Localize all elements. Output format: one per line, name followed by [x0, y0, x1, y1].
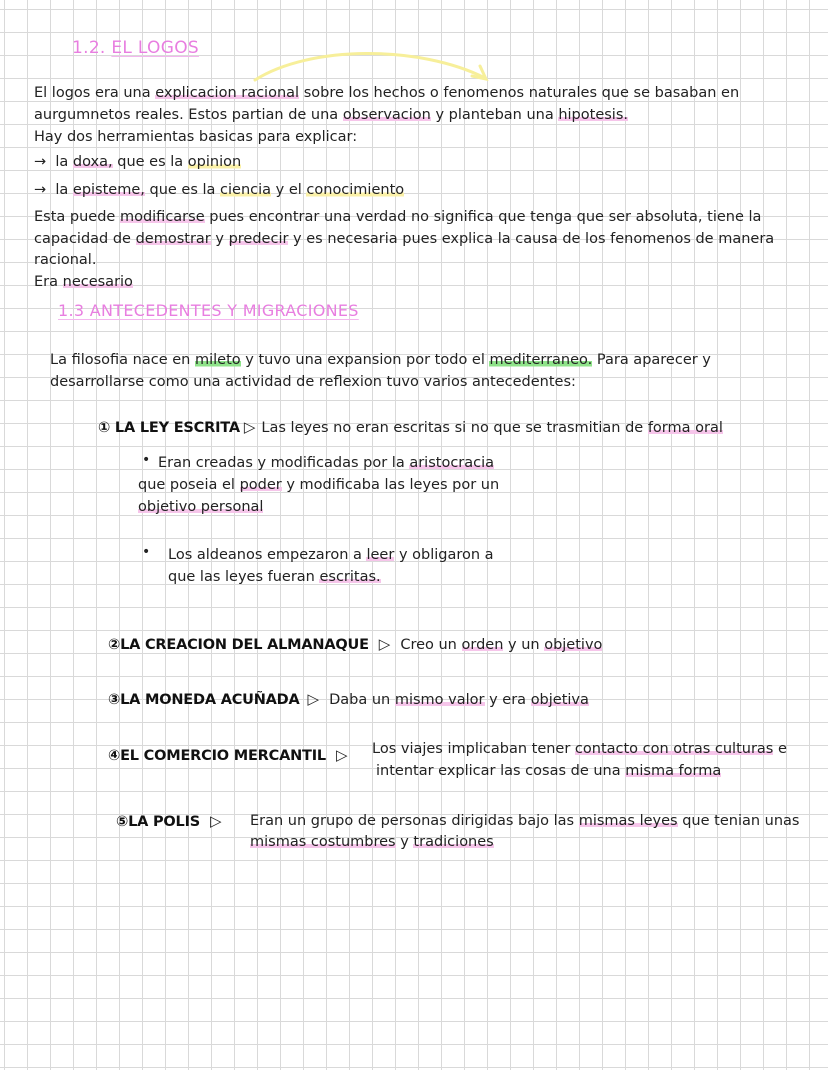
highlighted-text: doxa, — [72, 154, 113, 170]
text-fragment: y tuvo una expansion por todo el — [245, 352, 485, 368]
item-ley-escrita — [98, 416, 723, 439]
text-fragment: y un — [508, 637, 540, 653]
highlighted-text: misma forma — [625, 763, 722, 779]
text-fragment: que es la — [149, 182, 216, 198]
bullet-icon: • — [142, 452, 151, 468]
highlighted-text: hipotesis. — [558, 107, 628, 123]
item-1-sub-1-line-1 — [158, 452, 494, 474]
highlighted-text: tradiciones — [413, 834, 494, 850]
item-title: ① LA LEY ESCRITA — [98, 420, 240, 436]
text-fragment: Las leyes no eran escritas si no que se trasmitian de — [261, 420, 644, 436]
item-title: ③LA MONEDA ACUÑADA — [108, 692, 300, 708]
text-fragment: Hay dos herramientas basicas para explicar: — [34, 129, 358, 145]
text-fragment: y modificaba las leyes por un — [286, 477, 500, 493]
text-fragment: racional. — [34, 252, 97, 268]
text-fragment: y planteban una — [435, 107, 554, 123]
section-heading-antecedentes — [58, 301, 359, 320]
text-fragment: aurgumnetos reales. Estos partian de una — [34, 107, 339, 123]
text-fragment: desarrollarse como una actividad de reflexion tuvo varios antecedentes: — [50, 374, 576, 390]
logos-line-3 — [34, 126, 357, 148]
text-fragment: capacidad de — [34, 231, 131, 247]
intro-line-1 — [50, 349, 711, 371]
highlighted-text: mileto — [194, 352, 241, 368]
logos-line-2 — [34, 104, 628, 126]
highlighted-text: poder — [239, 477, 282, 493]
highlighted-text: demostrar — [135, 231, 211, 247]
text-fragment: Eran un grupo de personas dirigidas bajo las — [250, 813, 575, 829]
text-fragment: y — [215, 231, 224, 247]
logos-line-5 — [34, 228, 774, 250]
text-fragment: El logos era una — [34, 85, 151, 101]
text-fragment: y — [400, 834, 409, 850]
item-1-sub-1-line-2 — [138, 474, 499, 496]
highlighted-text: episteme, — [72, 182, 145, 198]
text-fragment: sobre los hechos o fenomenos naturales que se basaban en — [303, 85, 740, 101]
text-fragment: Creo un — [400, 637, 457, 653]
highlighted-text: observacion — [342, 107, 431, 123]
highlighted-text: escritas. — [319, 569, 381, 585]
highlighted-text: opinion — [187, 154, 242, 170]
highlighted-text: mediterraneo. — [489, 352, 593, 368]
text-fragment: que las leyes fueran — [168, 569, 315, 585]
text-fragment: la — [55, 182, 69, 198]
highlighted-text: aristocracia — [409, 455, 495, 471]
highlighted-text: objetivo personal — [138, 499, 264, 515]
section-heading-logos — [72, 38, 199, 58]
text-fragment: 1.2. — [72, 38, 106, 58]
item-title: ⑤LA POLIS — [116, 814, 201, 830]
item-moneda — [108, 688, 589, 711]
highlighted-text: orden — [461, 637, 504, 653]
highlighted-text: objetivo — [544, 637, 603, 653]
highlighted-text: ciencia — [220, 182, 272, 198]
text-fragment: Era — [34, 274, 59, 290]
text-fragment: la — [55, 154, 69, 170]
highlighted-text: mismo valor — [394, 692, 485, 708]
section-title: EL LOGOS — [111, 38, 199, 58]
section-title: 1.3 ANTECEDENTES Y MIGRACIONES — [58, 301, 359, 320]
item-1-sub-1-line-3 — [138, 496, 263, 518]
highlighted-text: predecir — [228, 231, 289, 247]
highlighted-text: objetiva — [530, 692, 589, 708]
text-fragment: Los viajes implicaban tener — [372, 741, 571, 757]
text-fragment: Eran creadas y modificadas por la — [158, 455, 405, 471]
text-fragment: y obligaron a — [398, 547, 494, 563]
highlighted-text: mismas leyes — [578, 813, 678, 829]
item-1-sub-2-line-2 — [168, 566, 381, 588]
logos-bullet-doxa — [34, 151, 241, 173]
text-fragment: que tenian unas — [682, 813, 800, 829]
item-comercio-line-2 — [376, 760, 721, 782]
text-fragment: Los aldeanos empezaron a — [168, 547, 362, 563]
highlighted-text: mismas costumbres — [250, 834, 396, 850]
text-fragment: intentar explicar las cosas de una — [376, 763, 621, 779]
triangle-icon: ▷ — [210, 812, 222, 830]
item-title: ②LA CREACION DEL ALMANAQUE — [108, 637, 369, 653]
highlighted-text: conocimiento — [306, 182, 405, 198]
text-fragment: que es la — [117, 154, 184, 170]
highlighted-text: forma oral — [647, 420, 723, 436]
logos-line-4 — [34, 206, 761, 228]
bullet-icon: • — [142, 544, 151, 560]
triangle-icon: ▷ — [335, 746, 348, 764]
text-fragment: pues encontrar una verdad no significa que tenga que ser absoluta, tiene la — [209, 209, 762, 225]
item-polis-line-1 — [250, 810, 799, 832]
triangle-icon: ▷ — [307, 690, 320, 708]
triangle-icon: ▷ — [243, 418, 256, 436]
highlighted-text: contacto con otras culturas — [574, 741, 774, 757]
text-fragment: Para aparecer y — [596, 352, 711, 368]
highlighted-text: modificarse — [119, 209, 205, 225]
item-polis-line-2 — [250, 831, 494, 853]
item-almanaque — [108, 633, 602, 656]
item-1-sub-2-line-1 — [168, 544, 494, 566]
text-fragment: Daba un — [329, 692, 391, 708]
highlighted-text: explicacion racional — [155, 85, 300, 101]
item-title: ④EL COMERCIO MERCANTIL — [108, 748, 326, 764]
logos-bullet-episteme — [34, 179, 404, 201]
arrow-icon: → — [34, 154, 47, 170]
triangle-icon: ▷ — [378, 635, 391, 653]
logos-line-7 — [34, 271, 133, 293]
text-fragment: y era — [489, 692, 527, 708]
text-fragment: que poseia el — [138, 477, 235, 493]
logos-line-6 — [34, 249, 96, 271]
arrow-icon: → — [34, 182, 47, 198]
text-fragment: y el — [275, 182, 302, 198]
text-fragment: y es necesaria pues explica la causa de los fenomenos de manera — [293, 231, 775, 247]
highlighted-text: leer — [366, 547, 395, 563]
logos-line-1 — [34, 82, 739, 104]
item-polis-title — [116, 810, 228, 833]
text-fragment: e — [777, 741, 787, 757]
item-comercio-line-1 — [372, 738, 787, 760]
text-fragment: Esta puede — [34, 209, 116, 225]
text-fragment: La filosofia nace en — [50, 352, 191, 368]
highlighted-text: necesario — [62, 274, 133, 290]
intro-line-2 — [50, 371, 576, 393]
item-comercio-title — [108, 744, 354, 767]
